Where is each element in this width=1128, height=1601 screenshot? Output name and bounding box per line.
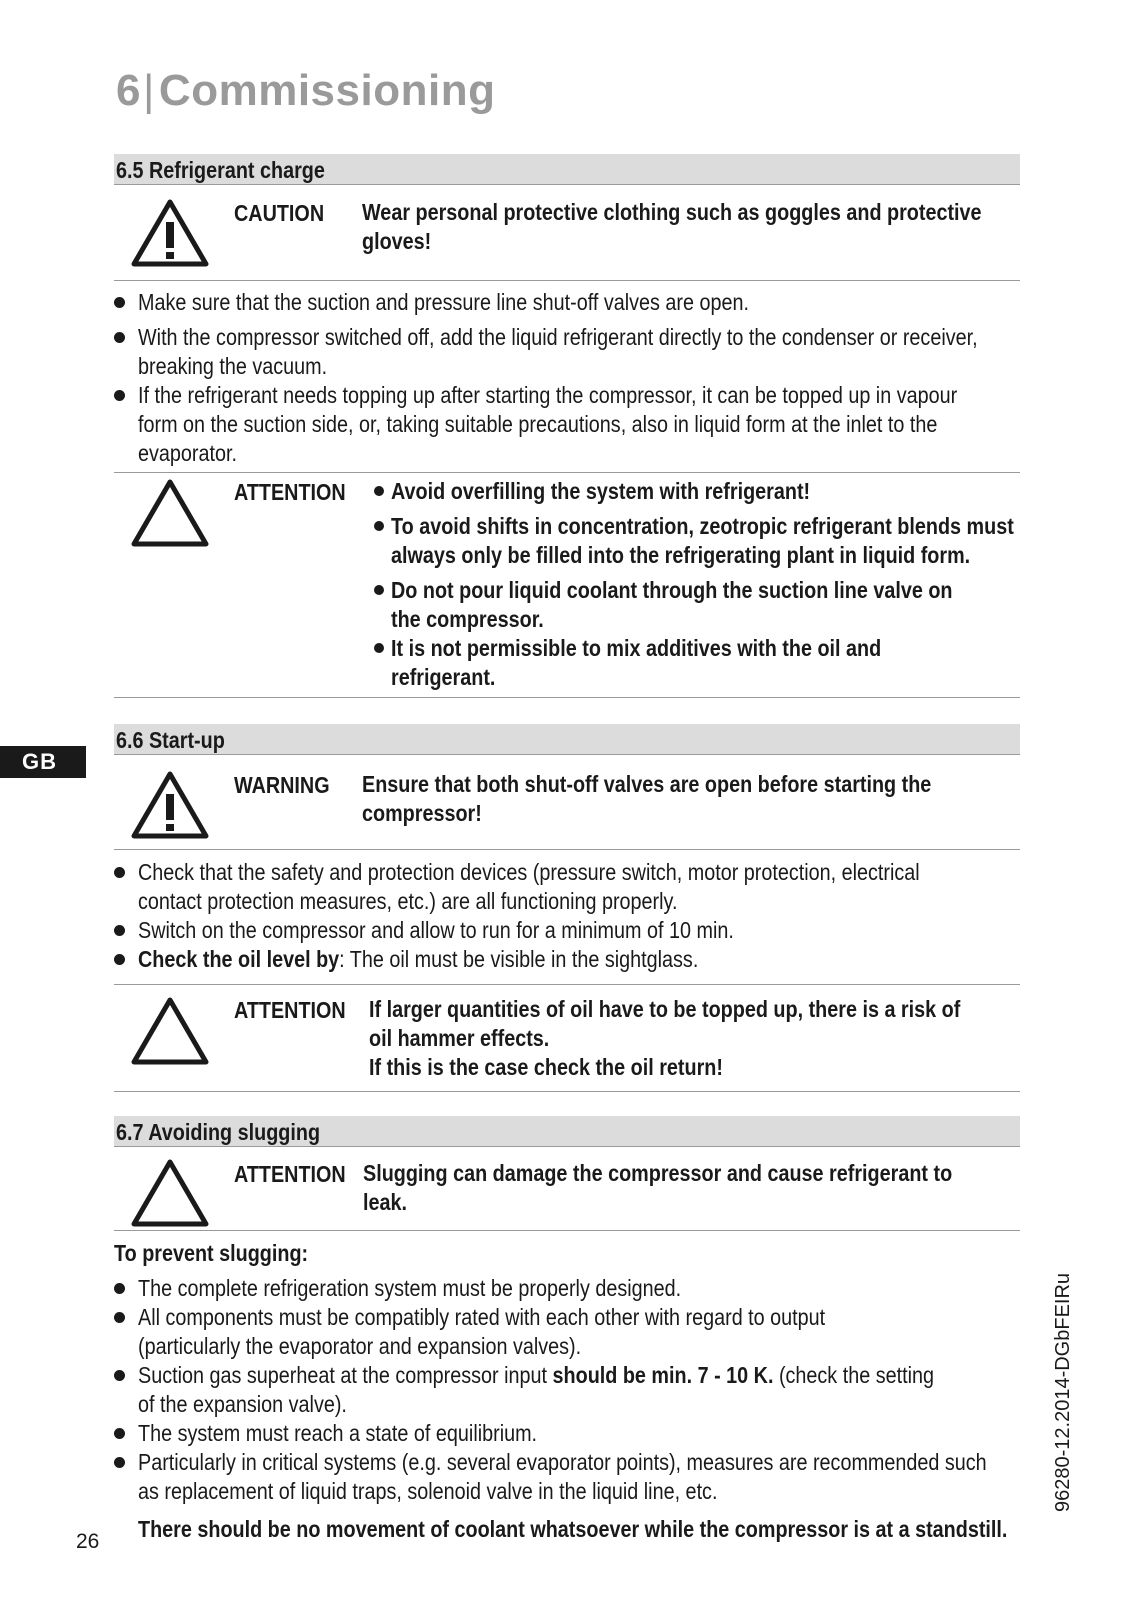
bullet-icon: [114, 1283, 125, 1294]
page-number: 26: [76, 1530, 100, 1553]
bullet-icon: [374, 643, 384, 653]
list-item-text: Particularly in critical systems (e.g. several evaporator points), measures are recommended such: [138, 1449, 987, 1475]
bullet-icon: [114, 390, 125, 401]
list-item-text: as replacement of liquid traps, solenoid valve in the liquid line, etc.: [138, 1478, 718, 1504]
list-item-text: The complete refrigeration system must be properly designed.: [138, 1275, 682, 1301]
bullet-icon: [374, 585, 384, 595]
attention-text: [369, 995, 1023, 1082]
list-item-text: form on the suction side, or, taking suitable precautions, also in liquid form at the inlet to the: [138, 411, 938, 437]
bullet-icon: [114, 1457, 125, 1468]
attention-item-text: It is not permissible to mix additives with the oil and: [391, 635, 882, 661]
bullet-icon: [374, 486, 384, 496]
divider: [114, 1091, 1020, 1092]
bullet-icon: [114, 332, 125, 343]
list-item-text: breaking the vacuum.: [138, 353, 328, 379]
list-item-text: With the compressor switched off, add the liquid refrigerant directly to the condenser or receiver,: [138, 324, 978, 350]
warning-exclamation-icon: [130, 770, 210, 840]
list-item-post: (check the setting: [773, 1362, 934, 1388]
list-item-text: (particularly the evaporator and expansion valves).: [138, 1333, 582, 1359]
attention-item-text: always only be filled into the refrigerating plant in liquid form.: [391, 542, 971, 568]
divider: [114, 849, 1020, 850]
warning-line: compressor!: [362, 800, 482, 826]
bullet-icon: [374, 521, 384, 531]
attention-item-text: refrigerant.: [391, 664, 496, 690]
warning-text: [362, 770, 1024, 828]
attention-triangle-icon: [130, 478, 210, 548]
section-bar-6-5: [114, 154, 1020, 185]
section-heading: 6.6 Start-up: [116, 727, 225, 753]
divider: [114, 697, 1020, 698]
bullet-icon: [114, 925, 125, 936]
list-item-pre: Suction gas superheat at the compressor input: [138, 1362, 553, 1388]
caution-line: gloves!: [362, 228, 432, 254]
divider: [114, 1230, 1020, 1231]
attention-item-text: Do not pour liquid coolant through the suction line valve on: [391, 577, 953, 603]
list-item-text: contact protection measures, etc.) are all functioning properly.: [138, 888, 678, 914]
list-item-text: [138, 1361, 1024, 1390]
list-item-text: evaporator.: [138, 440, 237, 466]
attention-line: If this is the case check the oil return!: [369, 1054, 723, 1080]
attention-item-text: To avoid shifts in concentration, zeotropic refrigerant blends must: [391, 513, 1014, 539]
divider: [114, 280, 1020, 281]
list-item-text: [138, 945, 1024, 974]
attention-text: [363, 1159, 1025, 1217]
warning-exclamation-icon: [130, 198, 210, 268]
bullet-icon: [114, 297, 125, 308]
attention-triangle-icon: [130, 996, 210, 1066]
final-note: There should be no movement of coolant whatsoever while the compressor is at a standstill.: [138, 1516, 1008, 1542]
attention-keyword: ATTENTION: [234, 1161, 346, 1187]
bullet-icon: [114, 1312, 125, 1323]
attention-item-text: Avoid overfilling the system with refrigerant!: [391, 478, 811, 504]
caution-keyword: CAUTION: [234, 200, 325, 226]
caution-text: [362, 198, 1024, 256]
list-item-text: Switch on the compressor and allow to run for a minimum of 10 min.: [138, 917, 734, 943]
list-item-text: The system must reach a state of equilibrium.: [138, 1420, 538, 1446]
divider: [114, 472, 1020, 473]
warning-line: Ensure that both shut-off valves are open before starting the: [362, 771, 932, 797]
list-item-text: All components must be compatibly rated with each other with regard to output: [138, 1304, 826, 1330]
bold-text: Check the oil level by: [138, 946, 340, 972]
chapter-number: 6: [116, 66, 141, 115]
language-tab: GB: [0, 746, 86, 778]
list-item-text: of the expansion valve).: [138, 1391, 347, 1417]
bullet-icon: [114, 1428, 125, 1439]
caution-line: Wear personal protective clothing such as goggles and protective: [362, 199, 982, 225]
attention-line: leak.: [363, 1189, 407, 1215]
attention-line: If larger quantities of oil have to be topped up, there is a risk of: [369, 996, 961, 1022]
section-bar-6-7: [114, 1116, 1020, 1147]
bullet-icon: [114, 954, 125, 965]
chapter-name: Commissioning: [158, 66, 496, 115]
list-item-text: Check that the safety and protection devices (pressure switch, motor protection, electrical: [138, 859, 920, 885]
attention-keyword: ATTENTION: [234, 479, 346, 505]
attention-triangle-icon: [130, 1158, 210, 1228]
chapter-title: 6|Commissioning: [116, 66, 496, 115]
attention-line: Slugging can damage the compressor and cause refrigerant to: [363, 1160, 953, 1186]
list-item-text: If the refrigerant needs topping up after starting the compressor, it can be topped up in vapour: [138, 382, 958, 408]
warning-keyword: WARNING: [234, 772, 330, 798]
document-code: 96280-12.2014-DGbFEIRu: [1052, 1272, 1074, 1512]
attention-line: oil hammer effects.: [369, 1025, 550, 1051]
section-heading: 6.7 Avoiding slugging: [116, 1119, 321, 1145]
attention-item-text: the compressor.: [391, 606, 544, 632]
section-bar-6-6: [114, 724, 1020, 755]
attention-keyword: ATTENTION: [234, 997, 346, 1023]
list-item-rest: : The oil must be visible in the sightglass.: [339, 946, 699, 972]
list-item-text: Make sure that the suction and pressure line shut-off valves are open.: [138, 289, 749, 315]
section-heading: 6.5 Refrigerant charge: [116, 157, 325, 183]
subheading: To prevent slugging:: [114, 1240, 309, 1266]
divider: [114, 984, 1020, 985]
bold-text: should be min. 7 - 10 K.: [552, 1362, 774, 1388]
bullet-icon: [114, 867, 125, 878]
bullet-icon: [114, 1370, 125, 1381]
